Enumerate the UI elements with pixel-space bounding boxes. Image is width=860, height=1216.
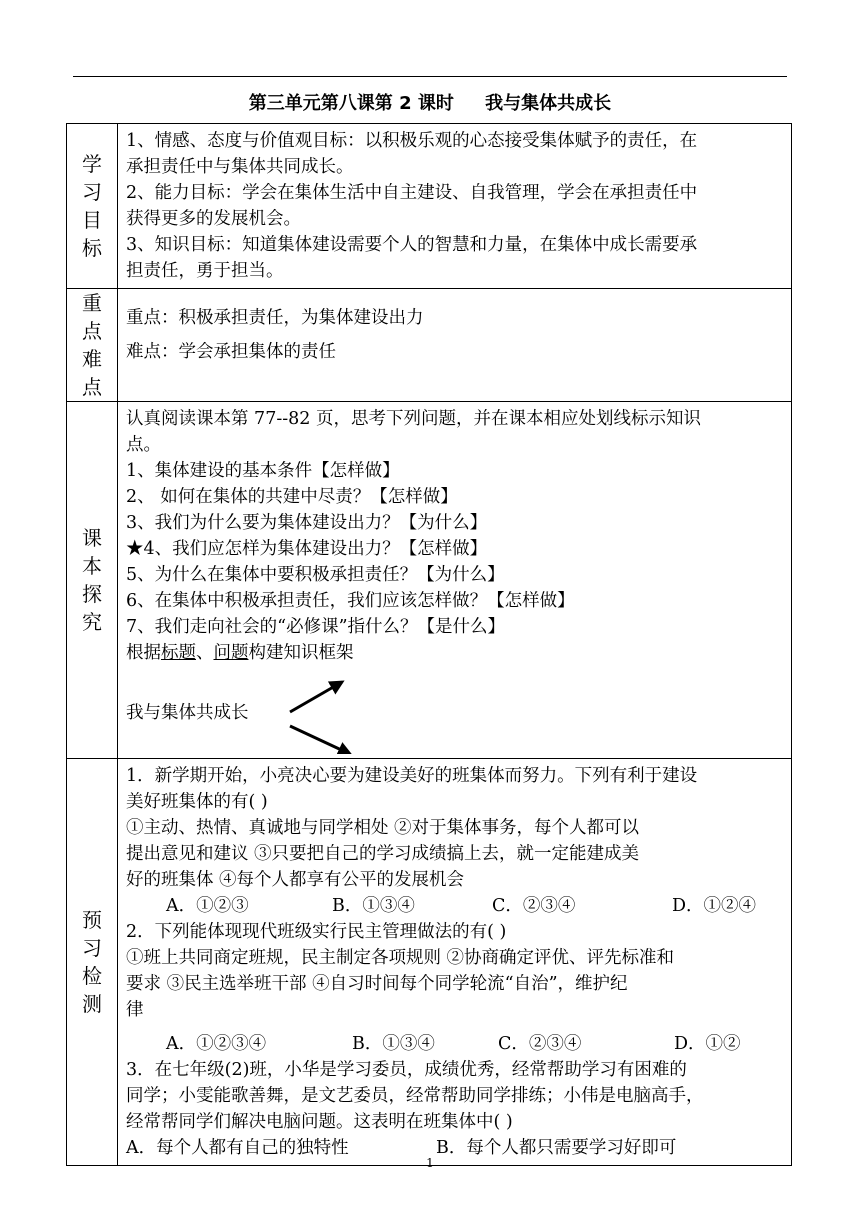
question-line: ①班上共同商定班规，民主制定各项规则 ②协商确定评优、评先标准和 xyxy=(126,948,675,968)
explore-label: 课 本 探 究 xyxy=(67,402,118,759)
question-line: ①主动、热情、真诚地与同学相处 ②对于集体事务，每个人都可以 xyxy=(126,818,640,838)
explore-question: 3、我们为什么要为集体建设出力？【为什么】 xyxy=(126,513,488,533)
explore-question: 1、集体建设的基本条件【怎样做】 xyxy=(126,461,400,481)
option: A．每个人都有自己的独特性 xyxy=(126,1138,349,1158)
key-label: 重 点 难 点 xyxy=(67,289,118,402)
page-title: 第三单元第八课第 2 课时 我与集体共成长 xyxy=(248,93,612,114)
goal-line: 3、知识目标：知道集体建设需要个人的智慧和力量，在集体中成长需要承 xyxy=(126,235,698,255)
question-line: 好的班集体 ④每个人都享有公平的发展机会 xyxy=(126,870,465,890)
key-row xyxy=(67,289,792,402)
question-line: 同学；小雯能歌善舞，是文艺委员，经常帮助同学排练；小伟是电脑高手， xyxy=(126,1086,704,1106)
question-line: 经常帮同学们解决电脑问题。这表明在班集体中( ) xyxy=(126,1112,513,1132)
framework-arrows xyxy=(286,666,376,754)
option: B．①③④ xyxy=(352,1034,435,1054)
question-line: 3．在七年级(2)班，小华是学习委员，成绩优秀，经常帮助学习有困难的 xyxy=(126,1060,687,1080)
framework-instruction: 根据标题、问题构建知识框架 xyxy=(126,643,354,663)
option: C．②③④ xyxy=(492,896,576,916)
option: A．①②③④ xyxy=(166,1034,267,1054)
q1-options xyxy=(126,893,785,919)
question-line: 1．新学期开始，小亮决心要为建设美好的班集体而努力。下列有利于建设 xyxy=(126,766,698,786)
question-line: 提出意见和建议 ③只要把自己的学习成绩搞上去，就一定能建成美 xyxy=(126,844,640,864)
goals-row xyxy=(67,124,792,289)
explore-question: 5、为什么在集体中要积极承担责任？【为什么】 xyxy=(126,565,505,585)
explore-question: 2、 如何在集体的共建中尽责？【怎样做】 xyxy=(126,487,458,507)
header-rule xyxy=(73,76,787,77)
key-content xyxy=(118,289,792,402)
explore-intro: 认真阅读课本第 77--82 页，思考下列问题，并在课本相应处划线标示知识 xyxy=(126,409,701,429)
goal-line: 2、能力目标：学会在集体生活中自主建设、自我管理，学会在承担责任中 xyxy=(126,183,698,203)
question-line: 要求 ③民主选举班干部 ④自习时间每个同学轮流“自治”，维护纪 xyxy=(126,974,628,994)
explore-content xyxy=(118,402,792,759)
knowledge-framework xyxy=(126,666,785,754)
option: A．①②③ xyxy=(166,896,249,916)
arrow-up-icon xyxy=(290,682,342,712)
page-number: 1 xyxy=(426,1156,434,1170)
key-point: 重点：积极承担责任，为集体建设出力 xyxy=(126,308,424,328)
question-line: 律 xyxy=(126,1000,144,1020)
option: C．②③④ xyxy=(498,1034,582,1054)
goal-line: 担责任，勇于担当。 xyxy=(126,261,284,281)
option: B．①③④ xyxy=(332,896,415,916)
preview-row xyxy=(67,759,792,1166)
arrow-down-icon xyxy=(290,726,350,754)
preview-label: 预 习 检 测 xyxy=(67,759,118,1166)
explore-intro: 点。 xyxy=(126,435,161,455)
goals-content xyxy=(118,124,792,289)
framework-root: 我与集体共成长 xyxy=(126,703,249,723)
underlined-title: 标题 xyxy=(161,643,196,663)
option: D．①② xyxy=(674,1034,741,1054)
goals-label: 学 习 目 标 xyxy=(67,124,118,289)
lesson-table xyxy=(66,123,792,1166)
goal-line: 1、情感、态度与价值观目标：以积极乐观的心态接受集体赋予的责任，在 xyxy=(126,131,698,151)
explore-question: ★4、我们应怎样为集体建设出力？【怎样做】 xyxy=(126,539,488,559)
underlined-question: 问题 xyxy=(213,643,249,663)
preview-content xyxy=(118,759,792,1166)
goal-line: 获得更多的发展机会。 xyxy=(126,209,301,229)
q2-options xyxy=(126,1031,785,1057)
explore-question: 7、我们走向社会的“必修课”指什么？【是什么】 xyxy=(126,617,506,637)
difficulty-point: 难点：学会承担集体的责任 xyxy=(126,342,336,362)
explore-row xyxy=(67,402,792,759)
question-line: 美好班集体的有( ) xyxy=(126,792,268,812)
option: B．每个人都只需要学习好即可 xyxy=(436,1138,677,1158)
option: D．①②④ xyxy=(672,896,757,916)
goal-line: 承担责任中与集体共同成长。 xyxy=(126,157,354,177)
explore-question: 6、在集体中积极承担责任，我们应该怎样做？【怎样做】 xyxy=(126,591,575,611)
question-line: 2．下列能体现现代班级实行民主管理做法的有( ) xyxy=(126,922,507,942)
